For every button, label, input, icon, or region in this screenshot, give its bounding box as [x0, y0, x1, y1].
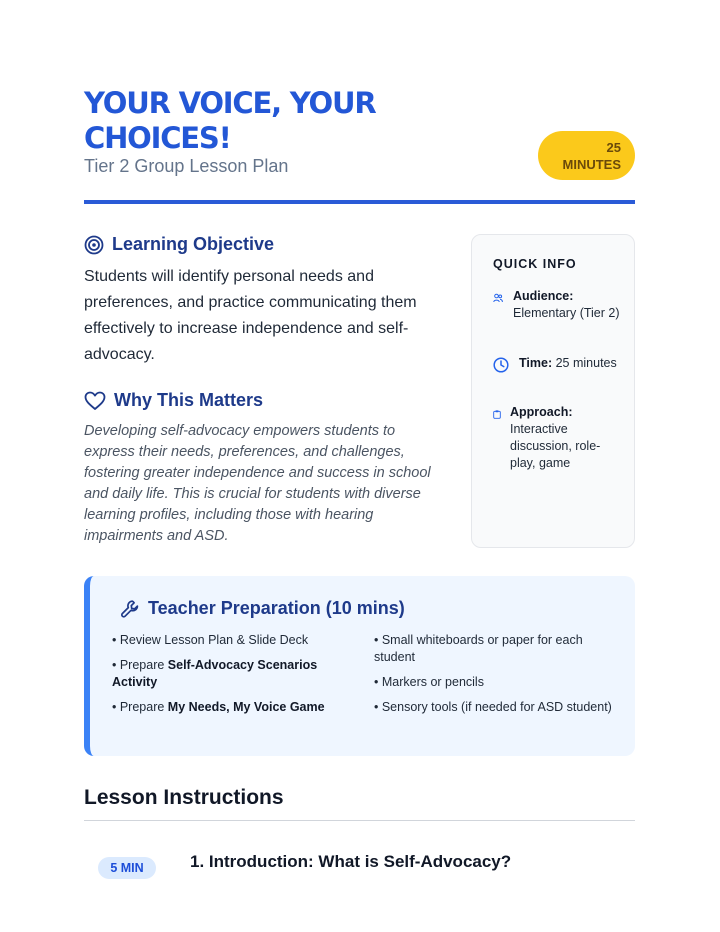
quick-info-time-value: 25 minutes	[555, 356, 617, 370]
list-item: • Markers or pencils	[374, 675, 484, 689]
clock-icon	[493, 357, 509, 373]
wrench-icon	[120, 599, 140, 619]
target-icon	[84, 235, 104, 255]
quick-info-title: QUICK INFO	[493, 257, 577, 271]
list-item: • Prepare My Needs, My Voice Game	[112, 700, 325, 714]
learning-objective-heading	[84, 234, 274, 255]
why-this-matters-text: Developing self-advocacy empowers students to express their needs, preferences, and challenges, fostering greater independence and success in school and daily life. This is crucial for students with diverse learning profiles, including those with hearing impairments and ASD.	[84, 423, 431, 544]
list-item: • Sensory tools (if needed for ASD student)	[374, 700, 612, 714]
prep-list-right	[374, 632, 614, 724]
step-duration-badge: 5 MIN	[98, 857, 156, 879]
learning-objective-text: Students will identify personal needs and preferences, and practice communicating them effectively to increase independence and self-advocacy.	[84, 268, 417, 363]
quick-info-approach-value: Interactive discussion, role-play, game	[510, 422, 601, 470]
duration-badge-text: 25 MINUTES	[562, 140, 621, 172]
page-subtitle: Tier 2 Group Lesson Plan	[84, 156, 289, 176]
quick-info-audience-label: Audience:	[513, 289, 574, 303]
list-item: • Review Lesson Plan & Slide Deck	[112, 633, 309, 647]
teacher-preparation-heading-text: Teacher Preparation (10 mins)	[148, 598, 405, 618]
teacher-preparation-heading	[120, 598, 405, 619]
why-this-matters-heading	[84, 390, 263, 411]
why-this-matters-heading-text: Why This Matters	[114, 390, 264, 410]
page-title: YOUR VOICE, YOUR CHOICES!	[84, 86, 376, 155]
lesson-instructions-heading: Lesson Instructions	[84, 786, 284, 809]
users-icon	[493, 293, 503, 303]
quick-info-approach	[510, 404, 620, 472]
quick-info-approach-label: Approach:	[510, 405, 573, 419]
header-divider	[84, 200, 635, 204]
clipboard-icon	[493, 410, 501, 419]
teacher-preparation-card	[84, 576, 635, 756]
quick-info-audience-value: Elementary (Tier 2)	[513, 306, 620, 320]
list-item: • Small whiteboards or paper for each student	[374, 633, 583, 664]
lesson-divider	[84, 820, 635, 821]
prep-list-left	[112, 632, 352, 724]
step-title: 1. Introduction: What is Self-Advocacy?	[190, 852, 512, 871]
quick-info-audience	[513, 288, 623, 322]
quick-info-time	[519, 355, 619, 372]
duration-badge	[538, 131, 635, 180]
list-item: • Prepare Self-Advocacy Scenarios Activity	[112, 658, 318, 689]
quick-info-card	[471, 234, 635, 548]
heart-icon	[84, 391, 106, 411]
quick-info-time-label: Time:	[519, 356, 553, 370]
learning-objective-heading-text: Learning Objective	[112, 234, 275, 254]
